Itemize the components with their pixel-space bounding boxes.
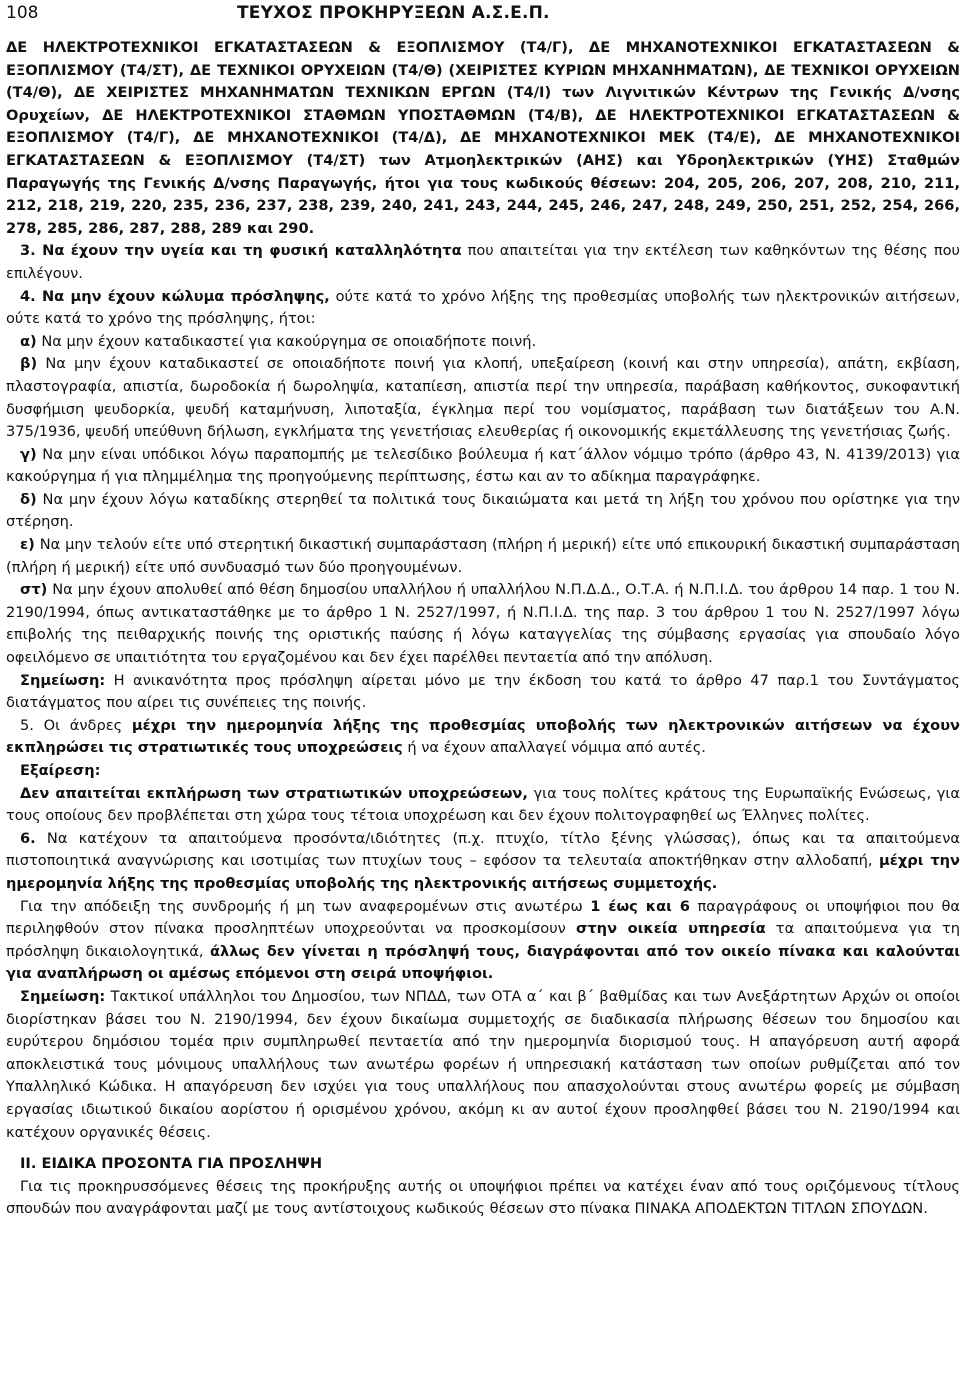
requirement-3-heading: 3. Να έχουν την υγεία και τη φυσική καταλληλότητα <box>20 242 462 260</box>
requirement-4a-label: α) <box>20 332 37 350</box>
requirement-4 <box>6 286 960 331</box>
note-1-label: Σημείωση: <box>20 671 106 689</box>
requirement-4d-text: Να μην έχουν λόγω καταδίκης στερηθεί τα πολιτικά τους δικαιώματα και μετά τη λήξη του χρόνου που ορίστηκε για την στέρηση. <box>6 490 960 531</box>
section-2-paragraph: Για τις προκηρυσσόμενες θέσεις της προκήρυξης αυτής οι υποψήφιοι πρέπει να κατέχει έναν από τους οριζόμενους τίτλους σπουδών που αναγράφονται μαζί με τους αντίστοιχους κωδικούς θέσεων στο πίνακα ΠΙΝΑΚΑ ΑΠΟΔΕΚΤΩΝ ΤΙΤΛΩΝ ΣΠΟΥΔΩΝ. <box>6 1177 960 1218</box>
requirement-4d-label: δ) <box>20 490 37 508</box>
requirement-5-pre: 5. Οι άνδρες <box>20 716 132 734</box>
requirement-5 <box>6 715 960 760</box>
note-2 <box>6 986 960 1144</box>
requirement-6-bold: μέχρι την ημερομηνία λήξης της προθεσμίας υποβολής της ηλεκτρονικής αιτήσεως συμμετοχής. <box>6 852 960 892</box>
requirement-4b-text: Να μην έχουν καταδικαστεί σε οποιαδήποτε ποινή για κλοπή, υπεξαίρεση (κοινή και στην υπηρεσία), απάτη, εκβίαση, πλαστογραφία, απιστία, δωροδοκία ή δωροληψία, καταπίεση, απιστία περί την υπηρεσία, παράβαση καθήκοντος, συκοφαντική δυσφήμιση ψευδορκία, ψευδή καταμήνυση, λιποταξία, έγκλημα περί του νομίσματος, παράβαση των διατάξεων του Α.Ν. 375/1936, ψευδή υπεύθυνη δήλωση, εγκλήματα της γενετήσιας ελευθερίας ή οικονομικής εκμετάλλευσης της γενετήσιας ζωής. <box>6 355 960 441</box>
proof-bold-2: στην οικεία υπηρεσία <box>576 920 766 938</box>
requirement-4e-text: Να μην τελούν είτε υπό στερητική δικαστική συμπαράσταση (πλήρη ή μερική) είτε υπό επικουρική δικαστική συμπαράσταση (πλήρη ή μερική) είτε υπό συνδυασμό των δύο προηγουμένων. <box>6 536 960 576</box>
positions-paragraph <box>6 37 960 240</box>
requirement-6-text: Να κατέχουν τα απαιτούμενα προσόντα/ιδιότητες (π.χ. πτυχίο, τίτλο ξένης γλώσσας), όπως και τα απαιτούμενα πιστοποιητικά αναγνώρισης και ισοτιμίας των πτυχίων τους – εφόσον τα τελευταία αποκτήθηκαν στην αλλοδαπή, <box>6 829 960 870</box>
section-2-heading-line <box>6 1153 960 1176</box>
page-header <box>6 0 954 30</box>
requirement-4e-label: ε) <box>20 536 35 554</box>
note-2-label: Σημείωση: <box>20 987 106 1005</box>
requirement-4b <box>6 353 960 443</box>
requirement-4c-label: γ) <box>20 445 37 463</box>
requirement-4a-text: Να μην έχουν καταδικαστεί για κακούργημα σε οποιαδήποτε ποινή. <box>36 332 537 350</box>
requirement-3 <box>6 240 960 285</box>
requirement-6-label: 6. <box>20 829 36 847</box>
page-number: 108 <box>6 3 39 23</box>
requirement-4c <box>6 444 960 489</box>
exception-label: Εξαίρεση: <box>20 762 101 779</box>
proof-bold-3: άλλως δεν γίνεται η πρόσληψή τους, διαγράφονται από τον οικείο πίνακα και καλούνται για αναπλήρωση οι αμέσως επόμενοι στη σειρά υποψήφιοι. <box>6 942 960 983</box>
note-1 <box>6 670 960 715</box>
requirement-4st <box>6 579 960 669</box>
requirement-4c-text: Να μην είναι υπόδικοι λόγω παραπομπής με τελεσίδικο βούλευμα ή κατ΄άλλον νόμιμο τρόπο (άρθρο 43, Ν. 4139/2013) για κακούργημα ή για πλημμέλημα της προηγούμενης περίπτωσης, έστω και αν το αδίκημα παραγράφηκε. <box>6 445 960 486</box>
requirement-4b-label: β) <box>20 355 38 373</box>
requirement-4st-label: στ) <box>20 581 48 599</box>
document-body <box>6 37 960 1221</box>
requirement-4e <box>6 534 960 579</box>
issue-title: ΤΕΥΧΟΣ ΠΡΟΚΗΡΥΞΕΩΝ Α.Σ.Ε.Π. <box>237 3 550 23</box>
note-1-text: Η ανικανότητα προς πρόσληψη αίρεται μόνο με την έκδοση του κατά το άρθρο 47 παρ.1 του Συντάγματος διατάγματος που αίρει τις συνέπειες της ποινής. <box>6 671 960 712</box>
proof-text-3: τα απαιτούμενα για τη πρόσληψη δικαιολογητικά, <box>6 920 960 960</box>
requirement-5-bold: μέχρι την ημερομηνία λήξης της προθεσμίας υποβολής των ηλεκτρονικών αιτήσεων να έχουν εκπληρώσει τις στρατιωτικές τους υποχρεώσεις <box>6 716 960 757</box>
requirement-4d <box>6 489 960 534</box>
proof-text-2: παραγράφους οι υποψήφιοι που θα περιληφθούν στον πίνακα προσληπτέων υποχρεούνται να προσκομίσουν <box>6 897 960 938</box>
exception-paragraph <box>6 783 960 828</box>
requirement-4st-text: Να μην έχουν απολυθεί από θέση δημοσίου υπαλλήλου ή υπαλλήλου Ν.Π.Δ.Δ., Ο.Τ.Α. ή Ν.Π.Ι.Δ. του άρθρου 14 παρ. 1 του Ν. 2190/1994, όπως αντικαταστάθηκε με το άρθρο 1 Ν. 2527/1997, ή Ν.Π.Ι.Δ. της παρ. 3 του άρθρου 1 του Ν. 2527/1997 λόγω επιβολής της πειθαρχικής ποινής της οριστικής παύσης ή λόγω καταγγελίας της σύμβασης εργασίας για σπουδαίο λόγο οφειλόμενο σε υπαιτιότητα του εργαζομένου και δεν έχει παρέλθει πενταετία από την απόλυση. <box>6 581 960 667</box>
note-2-text: Τακτικοί υπάλληλοι του Δημοσίου, των ΝΠΔΔ, των ΟΤΑ α΄ και β΄ βαθμίδας και των Ανεξάρτητων Αρχών οι οποίοι διορίστηκαν βάσει του Ν. 2190/1994, δεν έχουν δικαίωμα συμμετοχής σε διαδικασία πλήρωσης θέσεων του δημοσίου και ευρύτερου δημόσιου τομέα πριν συμπληρωθεί πενταετία από την ημερομηνία διορισμού τους. Η απαγόρευση αυτή αφορά αποκλειστικά τους μόνιμους υπαλλήλους των ανωτέρω φορέων ή υπηρεσιακή κατάσταση των οποίων ρυθμίζεται από τον Υπαλληλικό Κώδικα. Η απαγόρευση δεν ισχύει για τους υπαλλήλους που απασχολούνται στους ανωτέρω φορείς με σύμβαση εργασίας ιδιωτικού δικαίου αορίστου ή ορισμένου χρόνου, ακόμη κι αν αυτοί έχουν προσληφθεί βάσει του Ν. 2190/1994 και κατέχουν οργανικές θέσεις. <box>6 987 960 1141</box>
position-codes: 204, 205, 206, 207, 208, 210, 211, 212, 218, 219, 220, 235, 236, 237, 238, 239, 240, 241, 243, 244, 245, 246, 247, 248, 249, 250, 251, 252, 254, 266, 278, 285, 286, 287, 288, 289 και 290. <box>6 174 960 237</box>
proof-paragraph <box>6 896 960 986</box>
requirement-3-text: που απαιτείται για την εκτέλεση των καθηκόντων της θέσης που επιλέγουν. <box>6 242 960 282</box>
exception-bold: Δεν απαιτείται εκπλήρωση των στρατιωτικών υποχρεώσεων, <box>20 784 528 802</box>
requirement-5-post: ή να έχουν απαλλαγεί νόμιμα από αυτές. <box>402 739 706 757</box>
requirement-4-heading: 4. Να μην έχουν κώλυμα πρόσληψης, <box>20 287 330 305</box>
section-2-heading: ΙΙ. ΕΙΔΙΚΑ ΠΡΟΣΟΝΤΑ ΓΙΑ ΠΡΟΣΛΗΨΗ <box>20 1155 323 1173</box>
requirement-6 <box>6 828 960 896</box>
proof-text-1: Για την απόδειξη της συνδρομής ή μη των αναφερομένων στις ανωτέρω <box>20 897 591 915</box>
exception-text: για τους πολίτες κράτους της Ευρωπαϊκής Ενώσεως, για τους οποίους δεν προβλέπεται στη χώρα τους τέτοια υποχρέωση και δεν έχουν πολιτογραφηθεί ως Έλληνες πολίτες. <box>6 784 960 825</box>
positions-list: ΔΕ ΗΛΕΚΤΡΟΤΕΧΝΙΚΟΙ ΕΓΚΑΤΑΣΤΑΣΕΩΝ & ΕΞΟΠΛΙΣΜΟΥ (Τ4/Γ), ΔΕ ΜΗΧΑΝΟΤΕΧΝΙΚΟΙ ΕΓΚΑΤΑΣΤΑΣΕΩΝ & ΕΞΟΠΛΙΣΜΟΥ (Τ4/ΣΤ), ΔΕ ΤΕΧΝΙΚΟΙ ΟΡΥΧΕΙΩΝ (Τ4/Θ) (ΧΕΙΡΙΣΤΕΣ ΚΥΡΙΩΝ ΜΗΧΑΝΗΜΑΤΩΝ), ΔΕ ΤΕΧΝΙΚΟΙ ΟΡΥΧΕΙΩΝ (Τ4/Θ), ΔΕ ΧΕΙΡΙΣΤΕΣ ΜΗΧΑΝΗΜΑΤΩΝ ΤΕΧΝΙΚΩΝ ΕΡΓΩΝ (Τ4/Ι) των Λιγνιτικών Κέντρων της Γενικής Δ/νσης Ορυχείων, ΔΕ ΗΛΕΚΤΡΟΤΕΧΝΙΚΟΙ ΣΤΑΘΜΩΝ ΥΠΟΣΤΑΘΜΩΝ (Τ4/Β), ΔΕ ΗΛΕΚΤΡΟΤΕΧΝΙΚΟΙ ΕΓΚΑΤΑΣΤΑΣΕΩΝ & ΕΞΟΠΛΙΣΜΟΥ (Τ4/Γ), ΔΕ ΜΗΧΑΝΟΤΕΧΝΙΚΟΙ (Τ4/Δ), ΔΕ ΜΗΧΑΝΟΤΕΧΝΙΚΟΙ ΜΕΚ (Τ4/Ε), ΔΕ ΜΗΧΑΝΟΤΕΧΝΙΚΟΙ ΕΓΚΑΤΑΣΤΑΣΕΩΝ & ΕΞΟΠΛΙΣΜΟΥ (Τ4/ΣΤ) των Ατμοηλεκτρικών (ΑΗΣ) και Υδροηλεκτρικών (ΥΗΣ) Σταθμών Παραγωγής της Γενικής Δ/νσης Παραγωγής, ήτοι για τους κωδικούς θέσεων: <box>6 39 960 192</box>
proof-bold-1: 1 έως και 6 <box>590 897 690 915</box>
requirement-4-text: ούτε κατά το χρόνο λήξης της προθεσμίας υποβολής των ηλεκτρονικών αιτήσεων, ούτε κατά το χρόνο της πρόσληψης, ήτοι: <box>6 287 960 328</box>
exception-label-line <box>6 760 960 783</box>
requirement-4a <box>6 331 960 354</box>
